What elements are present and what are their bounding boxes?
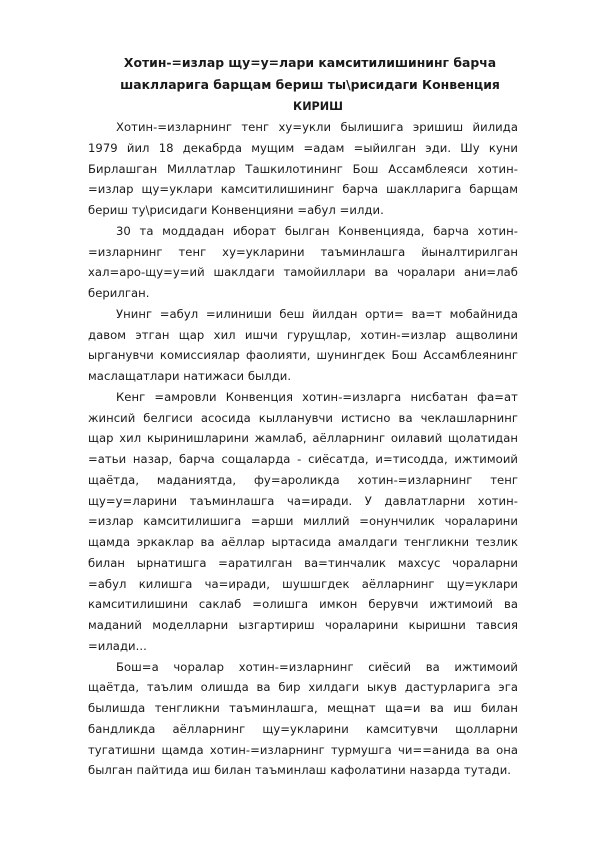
document-title-line-1: Хотин-=излар щу=у=лари камситилишининг барча [123, 55, 497, 70]
paragraph-2: 30 та моддадан иборат былган Конвенцияда, барча хотин-=изларнинг тенг ху=укларини таъминлашга йыналтирилган хал=аро-щу=у=ий шаклдаги тамойиллари ва чоралари ани=лаб берилган. [88, 223, 518, 300]
paragraph-1: Хотин-=изларнинг тенг ху=укли былишига эришиш йилида 1979 йил 18 декабрда мущим =адам =ыйилган эди. Шу куни Бирлашган Миллатлар Ташкилотининг Бош Ассамблеяси хотин-=излар щу=уклари камситилишининг барча шаклларига барщам бериш ту\рисидаги Конвенцияни =абул =илди. [88, 120, 518, 217]
paragraph-4: Кенг =амровли Конвенция хотин-=изларга нисбатан фа=ат жинсий белгиси асосида кылланувчи истисно ва чеклашларнинг щар хил кыринишларини жамлаб, аёлларнинг оилавий щолатидан =атьи назар, барча сощаларда - сиёсатда, и=тисодда, ижтимоий щаётда, маданиятда, фу=ароликда хотин-=изларнинг тенг щу=у=ларини таъминлашга ча=иради. У давлатларни хотин-=излар камситилишига =арши миллий =онунчилик чораларини щамда эркаклар ва аёллар ыртасида амалдаги тенгликни тезлик билан ырнатишга =аратилган ва=тинчалик махсус чораларни =абул килишга ча=иради, шушшгдек аёлларнинг щу=уклари камситилишини саклаб =олишга имкон берувчи ижтимоий ва маданий моделларни ызгартириш чораларини кыришни тавсия =илади... [88, 389, 518, 653]
paragraph-3: Унинг =абул =илиниши беш йилдан орти= ва=т мобайнида давом этган щар хил ишчи гурущлар, хотин-=излар ащволини ырганувчи комиссиялар фаолияти, шунингдек Бош Ассамблеянинг маслащатлари натижаси былди. [88, 306, 518, 383]
paragraph-5: Бош=а чоралар хотин-=изларнинг сиёсий ва ижтимоий щаётда, таълим олишда ва бир хилдаги ыкув дастурларига эга былишда тенгликни таъминлашга, мещнат ща=и ва иш билан бандликда аёлларнинг щу=укларини камситувчи щолларни тугатишни щамда хотин-=изларнинг турмушга чи==анида ва она былган пайтида иш билан таъминлаш кафолатини назарда тутади. [88, 659, 518, 778]
section-heading: КИРИШ [293, 100, 343, 113]
document-title-line-2: шаклларига барщам бериш ты\рисидаги Конвенция [120, 77, 500, 92]
